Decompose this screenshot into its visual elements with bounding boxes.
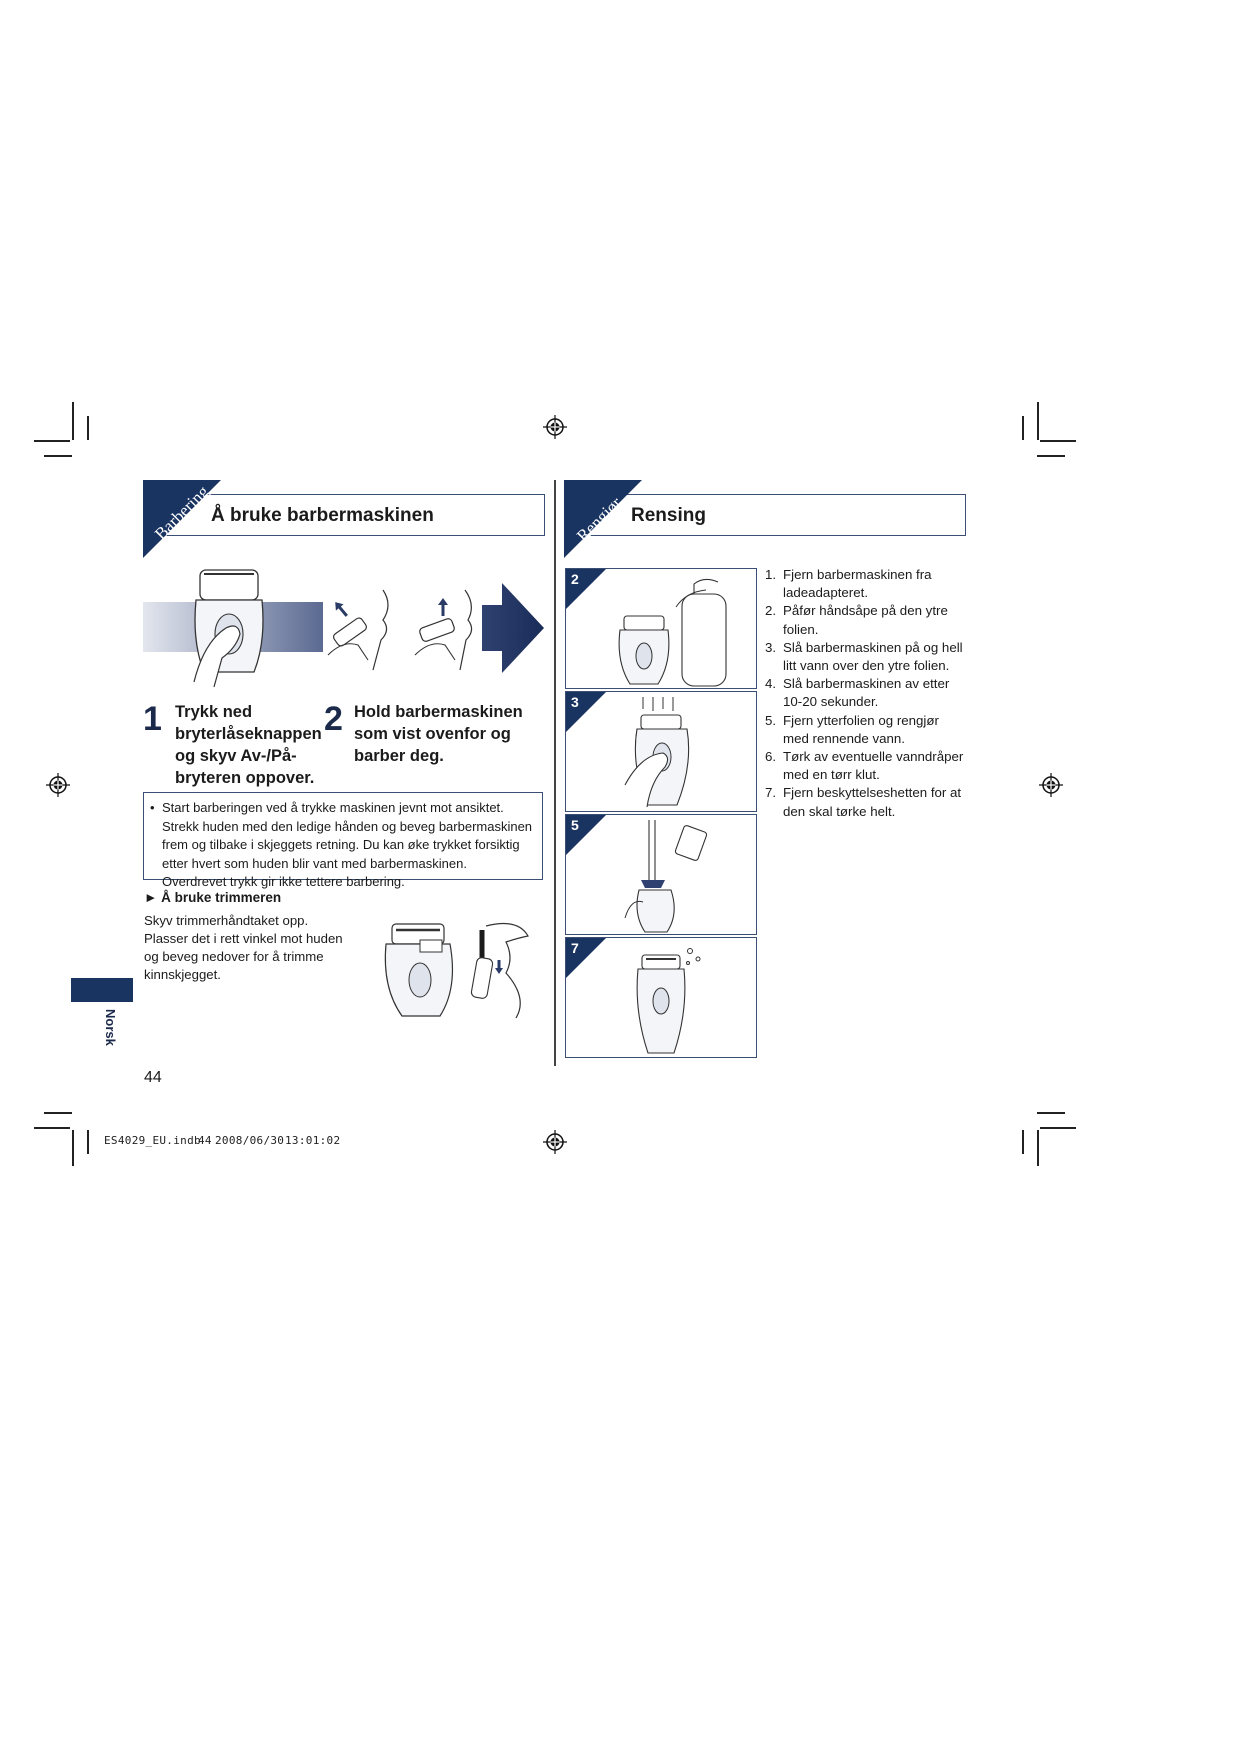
rinse-foil-drawing: [621, 818, 731, 933]
arrow-down-icon: [495, 960, 503, 974]
step-text: Tørk av eventuelle vanndråper med en tørr klut.: [783, 749, 964, 783]
step-text: Påfør håndsåpe på den ytre folien.: [783, 603, 948, 637]
footer-time: 13:01:02: [285, 1134, 341, 1147]
face-shaving-drawing: [323, 585, 403, 675]
water-over-foil-drawing: [621, 695, 731, 810]
trimmer-illustration: [378, 918, 538, 1023]
step-text: Fjern beskyttelseshetten for at den skal tørke helt.: [783, 785, 962, 819]
panel-number: 7: [571, 940, 579, 956]
step-2-number: 2: [324, 700, 343, 738]
cleaning-step: [765, 712, 965, 748]
section-tag-right: Rengjør: [573, 493, 626, 546]
footer-file: ES4029_EU.indb: [104, 1134, 201, 1147]
language-tab-block: [71, 978, 133, 1002]
face-shaving-drawing-2: [410, 585, 490, 675]
step-2-text: Hold barbermaskinen som vist ovenfor og barber deg.: [354, 703, 523, 765]
step-number: 6.: [765, 749, 777, 765]
arrow-up-icon: [336, 600, 346, 618]
step-text: Fjern ytterfolien og rengjør med rennende vann.: [783, 712, 939, 746]
step-text: Fjern barbermaskinen fra ladeadapteret.: [783, 567, 932, 601]
registration-mark-icon: [543, 415, 567, 439]
tip-bullet: •: [150, 800, 155, 815]
step-1-text: Trykk ned bryterlåseknappen og skyv Av-/På-bryteren oppover.: [175, 703, 322, 787]
trimmer-text: Skyv trimmerhåndtaket opp. Plasser det i rett vinkel mot huden og beveg nedover for å trimme kinnskjegget.: [144, 913, 343, 982]
step-number: 7.: [765, 785, 777, 801]
section-title: Å bruke barbermaskinen: [211, 505, 434, 526]
cleaning-step: [765, 675, 965, 711]
footer-date: 2008/06/30: [215, 1134, 285, 1147]
step-number: 5.: [765, 712, 777, 728]
soap-on-foil-drawing: [606, 572, 746, 687]
step-1-number: 1: [143, 700, 162, 738]
footer-page: 44: [198, 1134, 212, 1147]
page-number: 44: [144, 1069, 162, 1086]
cleaning-step: [765, 602, 965, 638]
panel-number: 5: [571, 817, 579, 833]
trimmer-heading: [144, 890, 281, 905]
tip-text: Start barberingen ved å trykke maskinen jevnt mot ansiktet. Strekk huden med den ledige hånden og beveg barbermaskinen frem og tilbake i skjeggets retning. Du kan øke trykket forsiktig etter hvert som huden blir vant med barbermaskinen. Overdrevet trykk gir ikke tettere barbering.: [162, 800, 533, 889]
step-number: 3.: [765, 639, 777, 655]
cleaning-step: [765, 748, 965, 784]
trimmer-heading-marker: ►: [144, 890, 158, 905]
registration-mark-icon: [543, 1130, 567, 1154]
trimmer-heading-text: Å bruke trimmeren: [161, 890, 282, 905]
registration-mark-icon: [1039, 773, 1063, 797]
cleaning-step: [765, 784, 965, 820]
step-number: 1.: [765, 567, 777, 582]
panel-number: 2: [571, 571, 579, 587]
panel-number: 3: [571, 694, 579, 710]
section-tag: Barbering: [151, 481, 213, 544]
shaver-hand-drawing: [174, 562, 284, 687]
arrow-up-icon: [438, 598, 448, 616]
drying-shaver-drawing: [626, 941, 736, 1056]
tip-box: [143, 792, 543, 889]
language-tab-label: Norsk: [103, 1009, 118, 1046]
cleaning-steps-list: [765, 566, 965, 821]
cleaning-step: [765, 566, 965, 602]
step-text: Slå barbermaskinen på og hell litt vann over den ytre folien.: [783, 639, 963, 674]
cleaning-panel-5: [565, 814, 757, 935]
cleaning-panel-2: [565, 568, 757, 689]
arrow-right-icon: [482, 583, 547, 673]
step-number: 4.: [765, 676, 777, 692]
step-text: Slå barbermaskinen av etter 10-20 sekunder.: [783, 676, 950, 710]
column-divider: [554, 480, 556, 1066]
step-number: 2.: [765, 603, 777, 619]
cleaning-panel-7: [565, 937, 757, 1058]
cleaning-step: [765, 639, 965, 675]
registration-mark-icon: [46, 773, 70, 797]
cleaning-panel-3: [565, 691, 757, 812]
section-title-right: Rensing: [631, 505, 706, 526]
